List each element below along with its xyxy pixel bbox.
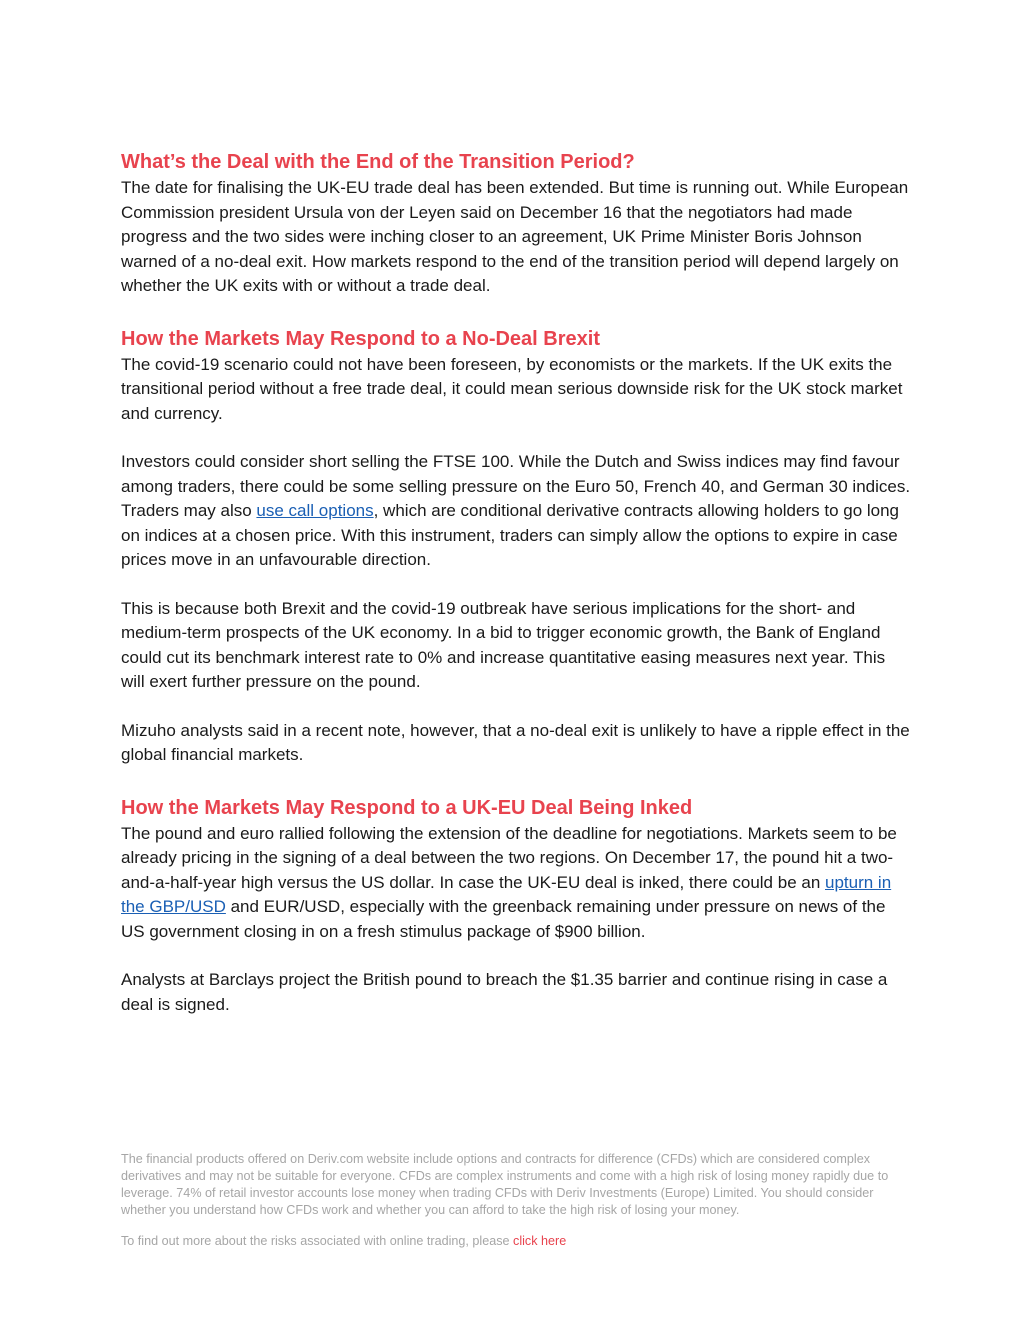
paragraph-text: The pound and euro rallied following the extension of the deadline for negotiations. Markets seem to be already pricing in the signing of a deal between the two regions. On December 17, the pound hit a two-and-a-half-year high versus the US dollar. In case the UK-EU deal is inked, there could be an	[121, 823, 897, 892]
section-heading-transition: What’s the Deal with the End of the Transition Period?	[121, 151, 635, 173]
upturn-gbp-usd-link[interactable]: upturn in the GBP/USD	[121, 872, 892, 916]
spacer	[121, 573, 911, 597]
spacer	[121, 426, 911, 450]
section-heading-no-deal: How the Markets May Respond to a No-Deal Brexit	[121, 327, 600, 350]
spacer	[121, 768, 911, 794]
article	[121, 148, 911, 1017]
paragraph-deal-1	[121, 822, 911, 945]
paragraph-no-deal-3: This is because both Brexit and the covid-19 outbreak have serious implications for the short- and medium-term prospects of the UK economy. In a bid to trigger economic growth, the Bank of England could cut its benchmark interest rate to 0% and increase quantitative easing measures next year. This will exert further pressure on the pound.	[121, 598, 886, 691]
paragraph-text: and EUR/USD, especially with the greenback remaining under pressure on news of the US government closing in on a fresh stimulus package of $900 billion.	[121, 897, 886, 941]
paragraph-no-deal-2	[121, 450, 911, 573]
spacer	[121, 299, 911, 325]
disclaimer-text: The financial products offered on Deriv.com website include options and contracts for difference (CFDs) which are considered complex derivatives and may not be suitable for everyone. CFDs are complex instruments and come with a high risk of losing money rapidly due to leverage. 74% of retail investor accounts lose money when trading CFDs with Deriv Investments (Europe) Limited. You should consider whether you understand how CFDs work and whether you can afford to take the high risk of losing your money.	[121, 1152, 889, 1217]
spacer	[121, 944, 911, 968]
risk-info-line	[121, 1233, 911, 1250]
paragraph-no-deal-4: Mizuho analysts said in a recent note, however, that a no-deal exit is unlikely to have a ripple effect in the global financial markets.	[121, 720, 910, 764]
paragraph-no-deal-1: The covid-19 scenario could not have been foreseen, by economists or the markets. If the UK exits the transitional period without a free trade deal, it could mean serious downside risk for the UK stock market and currency.	[121, 354, 903, 423]
section-heading-deal: How the Markets May Respond to a UK-EU Deal Being Inked	[121, 796, 693, 819]
paragraph-transition: The date for finalising the UK-EU trade deal has been extended. But time is running out. While European Commission president Ursula von der Leyen said on December 16 that the negotiators had made progress and the two sides were inching closer to an agreement, UK Prime Minister Boris Johnson warned of a no-deal exit. How markets respond to the end of the transition period will depend largely on whether the UK exits with or without a trade deal.	[121, 178, 909, 295]
paragraph-deal-2: Analysts at Barclays project the British pound to breach the $1.35 barrier and continue rising in case a deal is signed.	[121, 970, 888, 1014]
use-call-options-link[interactable]: use call options	[256, 501, 374, 520]
risk-info-text: To find out more about the risks associated with online trading, please	[121, 1234, 514, 1248]
click-here-link[interactable]: click here	[513, 1234, 567, 1248]
paragraph-text: Investors could consider short selling the FTSE 100. While the Dutch and Swiss indices may find favour among traders, there could be some selling pressure on the Euro 50, French 40, and German 30 indices. Traders may also	[121, 452, 911, 520]
paragraph-text: , which are conditional derivative contracts allowing holders to go long on indices at a chosen price. With this instrument, traders can simply allow the options to expire in case prices move in an unfavourable direction.	[121, 501, 900, 569]
spacer	[121, 695, 911, 719]
disclaimer	[121, 1151, 911, 1250]
